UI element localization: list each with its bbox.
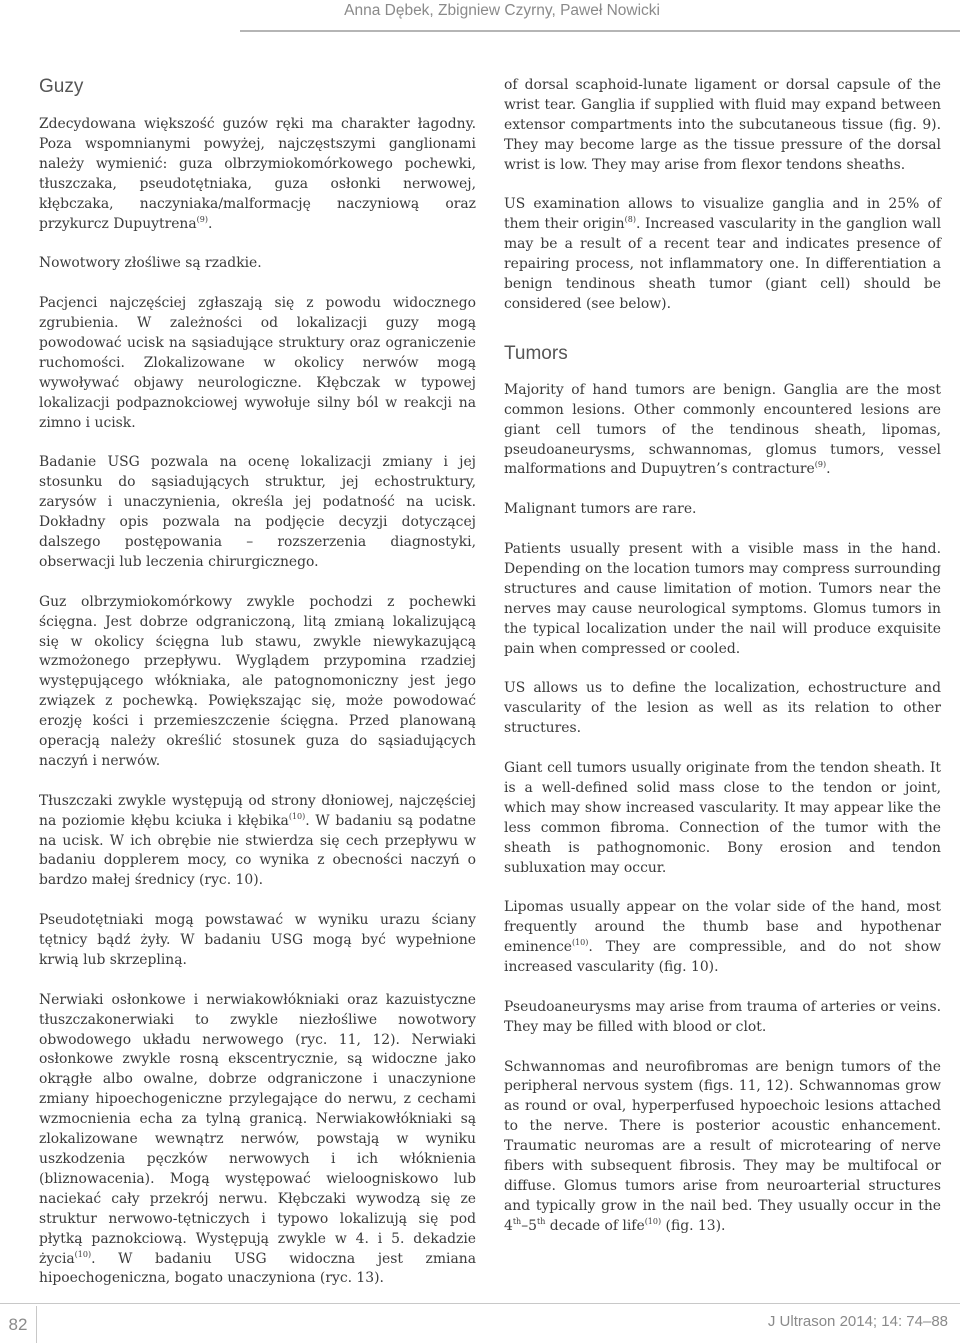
paragraph: Nowotwory złośliwe są rzadkie. xyxy=(39,255,262,272)
paragraph: Guz olbrzymiokomórkowy zwykle pochodzi z pochewki ścięgna. Jest dobrze odgraniczoną, litą zmianą lokalizującą się w okolicy ścięgna lub stawu, zwykle niewykazującą wzmożonego przepływu. Wyglądem przypomina rzadziej występującego włókniaka, ale patognomoniczny jest jego związek z pochewką. Powiększając się, może powodować erozję kości i przemieszczenie ścięgna. Przed planowaną operacją należy określić stosunek guza do sąsiadujących naczyń i nerwów. xyxy=(39,593,476,769)
paragraph: Giant cell tumors usually originate from the tendon sheath. It is a well-defined solid mass close to the tendon or joint, which may show increased vascularity. It may appear like the less common fibroma. Connection of the tumor with the sheath is pathognomonic. Bony erosion and tendon subluxation may occur. xyxy=(504,760,941,876)
right-column xyxy=(504,76,941,1257)
paragraph: Pseudotętniaki mogą powstawać w wyniku urazu ściany tętnicy bądź żyły. W badaniu USG mogą być wypełnione krwią lub skrzepliną. xyxy=(39,912,476,968)
paragraph: Lipomas usually appear on the volar side of the hand, most frequently around the thumb base and hypothenar eminence$^{(10)}$. They are compressible, and do not show increased vascularity (fig. 10). xyxy=(504,899,941,976)
paragraph: Pseudoaneurysms may arise from trauma of arteries or veins. They may be filled with blood or clot. xyxy=(504,998,941,1035)
ordinal-suffix: th xyxy=(537,1216,546,1226)
citation: (8) xyxy=(624,215,636,225)
paragraph: Tłuszczaki zwykle występują od strony dłoniowej, najczęściej na poziomie kłębu kciuka i kłębika$^{(10)}$. W badaniu są podatne na ucisk. W ich obrębie nie stwierdza się cech przepływu w badaniu dopplerem mocy, co wynika z obecności naczyń o bardzo małej średnicy (ryc. 10). xyxy=(39,792,477,889)
section-heading-tumors: Tumors xyxy=(504,342,568,364)
paragraph: Schwannomas and neurofibromas are benign tumors of the peripheral nervous system (figs. 11, 12). Schwannomas grow as round or oval, hyperperfused hypoechoic lesions attached to the nerve. There is posterior acoustic enhancement. Traumatic neuromas are a result of microtearing of nerve fibers with subsequent fibrosis. They may be multifocal or diffuse. Glomus tumors arise from neuroarterial structures and typically grow in the nail bed. They usually occur in the 4th–5th decade of life$^{(10)}$ (fig. 13). xyxy=(504,1058,941,1234)
header-rule xyxy=(240,30,960,32)
footer-rule xyxy=(0,1303,960,1304)
citation: (9) xyxy=(196,214,208,224)
paragraph: Pacjenci najczęściej zgłaszają się z powodu widocznego zgrubienia. W zależności od lokalizacji guzy mogą powodować ucisk na sąsiadujące struktury oraz ograniczenie ruchomości. Zlokalizowane w okolicy nerwów mogą wywoływać objawy neurologiczne. Kłębczak w typowej lokalizacji podpaznokciowej wywołuje silny ból w reakcji na zimno i ucisk. xyxy=(39,295,476,431)
paragraph: Zdecydowana większość guzów ręki ma charakter łagodny. Poza wspomnianymi powyżej, najczęstszymi ganglionami należy wymienić: guza olbrzymiokomórkowego pochewki, tłuszczaka, pseudotętniaka, guza osłonki nerwowej, kłębczaka, naczyniaka/malformację naczyniową oraz przykurcz Dupuytrena$^{(9)}$. xyxy=(39,116,476,232)
section-heading-guzy: Guzy xyxy=(39,76,84,97)
paragraph: US allows us to define the localization, echostructure and vascularity of the lesion as well as its relation to other structures. xyxy=(504,680,941,737)
citation: (10) xyxy=(74,1249,92,1259)
paragraph: US examination allows to visualize ganglia and in 25% of them their origin$^{(8)}$. Increased vascularity in the ganglion wall may be a result of a recent tear and indicates presence of repairing process, not inflammatory one. In differentiation a benign tendinous sheath tumor (giant cell) should be considered (see below). xyxy=(504,196,942,312)
paragraph: Malignant tumors are rare. xyxy=(504,501,697,518)
citation: (10) xyxy=(288,811,306,821)
page-number: 82 xyxy=(0,1306,37,1343)
citation: (9) xyxy=(814,460,827,470)
citation: (10) xyxy=(571,938,589,948)
paragraph: Nerwiaki osłonkowe i nerwiakowłókniaki oraz kazuistyczne tłuszczakonerwiaki to zwykle niezłośliwe nowotwory obwodowego układu nerwowego (ryc. 11, 12). Nerwiaki osłonkowe zwykle rosną ekscentrycznie, są widoczne jako okrągłe albo owalne, dobrze odgraniczone i unaczynione zmiany hipoechogeniczne przylegające do nerwu, z cechami wzmocnienia echa za tylną granicą. Nerwiakowłókniaki są zlokalizowane wewnątrz nerwów, powstają w wyniku uszkodzenia pęczków nerwowych i ich włóknienia (bliznowacenia). Mogą występować wieloogniskowo lub naciekać cały przekrój nerwu. Kłębczaki wywodzą się ze struktur nerwowo-tętniczych i typowo lokalizują się pod płytką paznokciową. Występują zwykle w 4. i 5. dekadzie życia$^{(10)}$. W badaniu USG widoczna jest zmiana hipoechogeniczna, bogato unaczyniona (ryc. 13). xyxy=(39,991,476,1287)
header-authors: Anna Dębek, Zbigniew Czyrny, Paweł Nowicki xyxy=(344,2,660,19)
left-column xyxy=(39,76,476,1309)
ordinal-suffix: th xyxy=(512,1216,522,1226)
paragraph: of dorsal scaphoid-lunate ligament or dorsal capsule of the wrist tear. Ganglia if supplied with fluid may expand between extensor compartments into the subcutaneous tissue (fig. 9). They may become large as the tissue pressure of the dorsal wrist is low. They may arise from flexor tendons sheaths. xyxy=(504,77,941,173)
journal-reference: J Ultrason 2014; 14: 74–88 xyxy=(767,1313,948,1330)
paragraph: Badanie USG pozwala na ocenę lokalizacji zmiany i jej stosunku do sąsiadujących struktur, jej echostruktury, zarysów i unaczynienia, określa jej podatność na ucisk. Dokładny opis pozwala na podjęcie decyzji dotyczącej dalszego postępowania – rozszerzenia diagnostyki, obserwacji lub leczenia chirurgicznego. xyxy=(39,454,476,570)
paragraph: Patients usually present with a visible mass in the hand. Depending on the location tumors may compress surrounding structures and cause limitation of motion. Tumors near the nerves may cause neurological symptoms. Glomus tumors in the typical localization under the nail will produce exquisite pain when compressed or cooled. xyxy=(504,541,941,657)
citation: (10) xyxy=(644,1216,662,1226)
paragraph: Majority of hand tumors are benign. Ganglia are the most common lesions. Other commonly encountered lesions are giant cell tumors of the tendinous sheath, lipomas, pseudoaneurysms, schwannomas, glomus tumors, vessel malformations and Dupuytren’s contracture$^{(9)}$. xyxy=(504,381,941,478)
